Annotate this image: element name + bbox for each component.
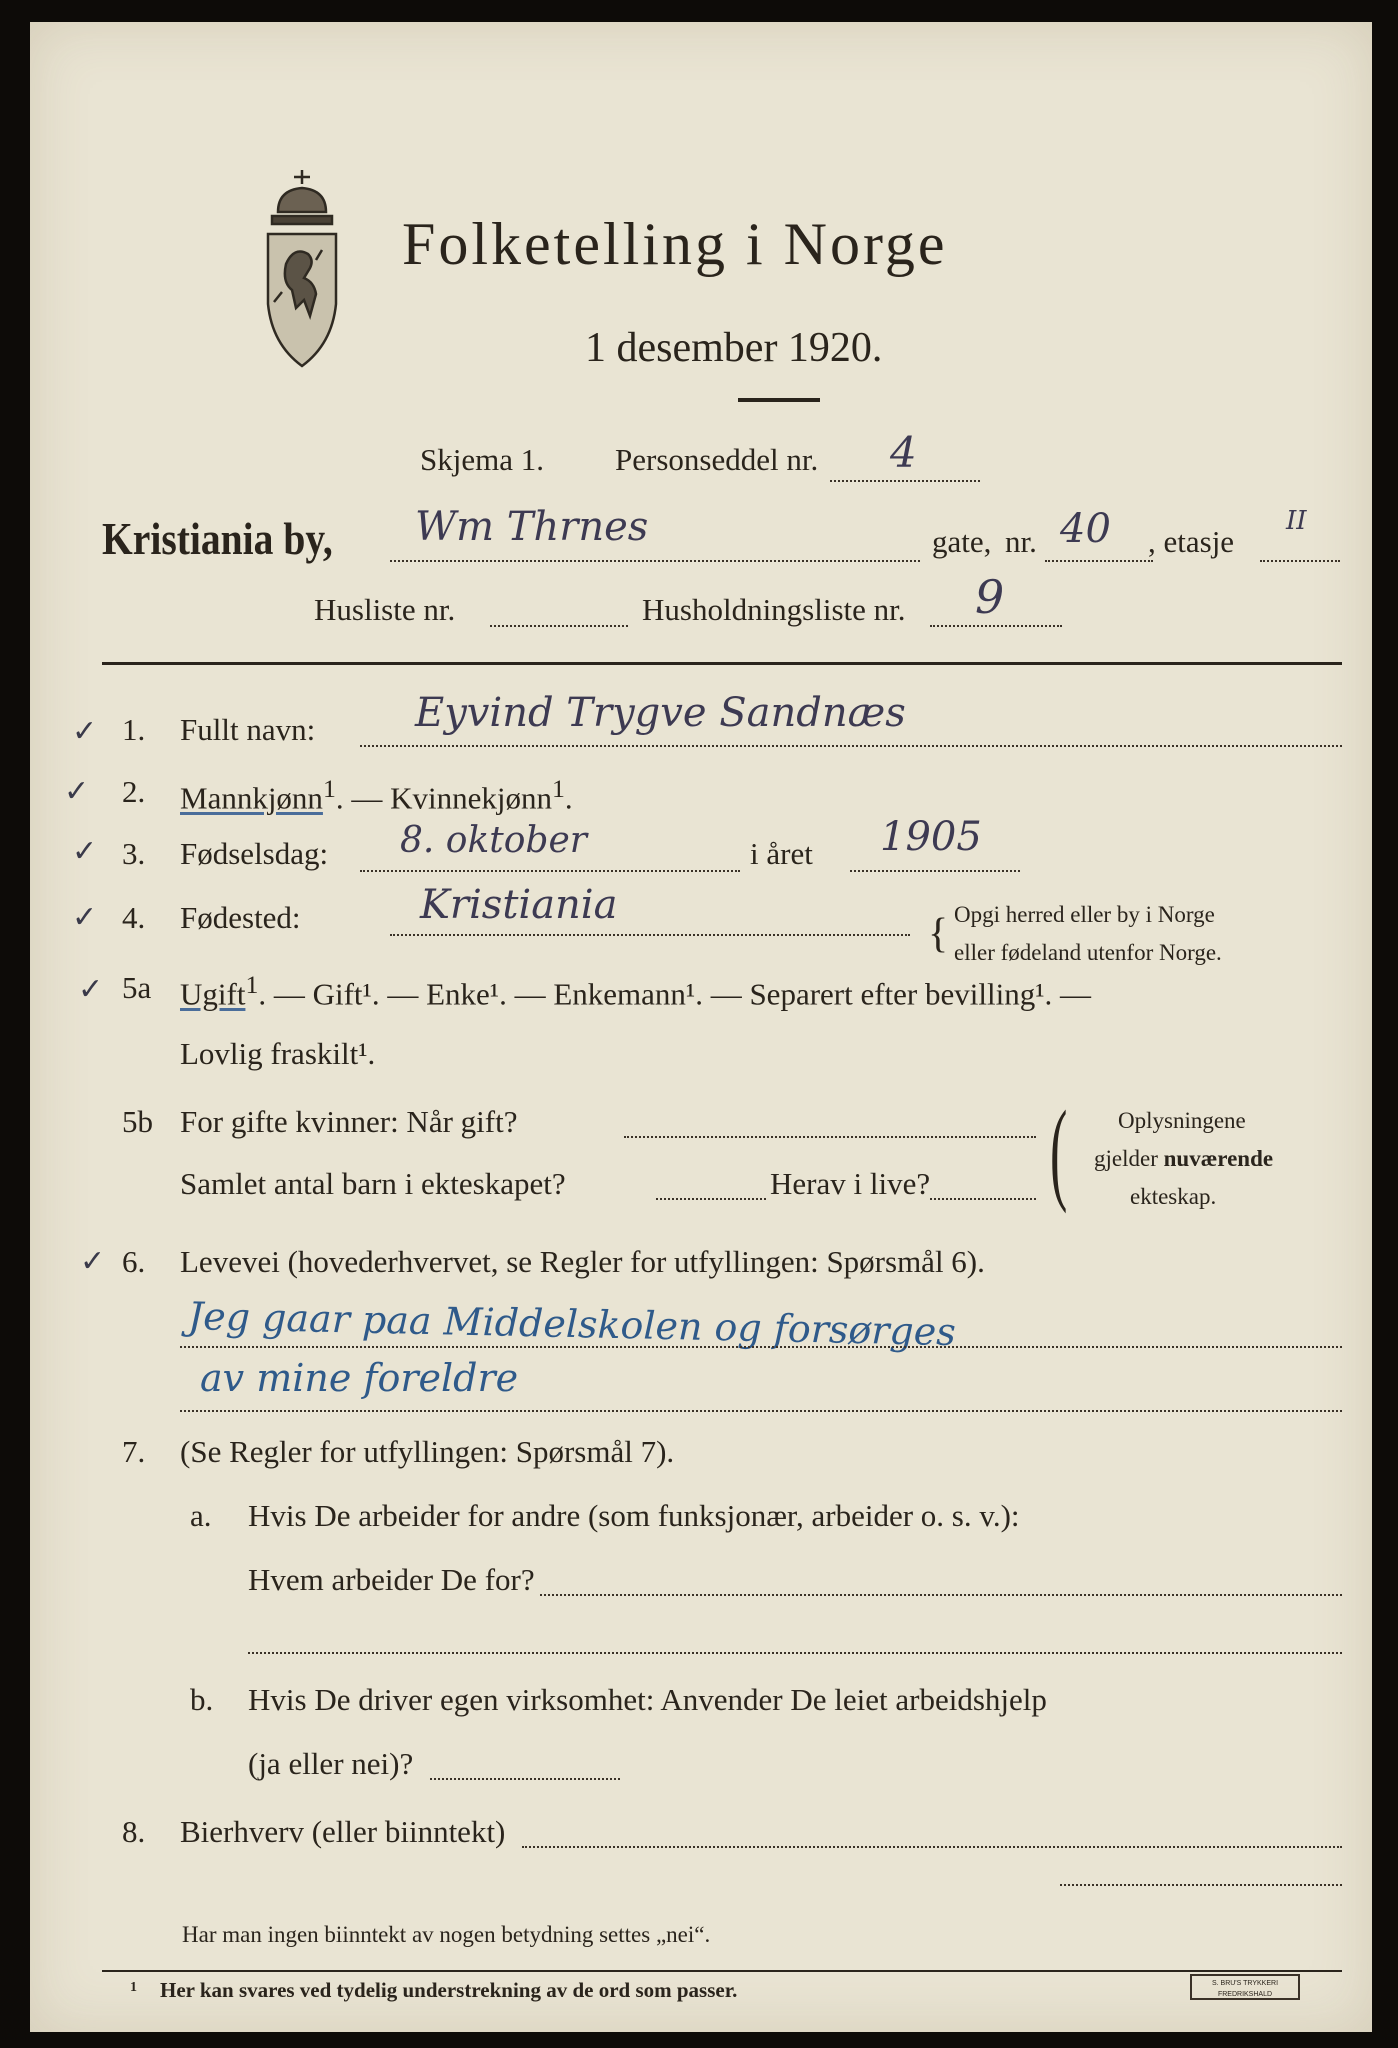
q7b-label: Hvis De driver egen virksomhet: Anvender De leiet arbeidshjelp <box>248 1682 1047 1717</box>
etasje-line <box>1260 560 1340 562</box>
q7a-label: Hvis De arbeider for andre (som funksjonær, arbeider o. s. v.): <box>248 1498 1020 1533</box>
q7a-line2 <box>248 1652 1342 1654</box>
etasje-value: II <box>1286 506 1307 536</box>
q4-note-line1: Opgi herred eller by i Norge <box>954 902 1215 927</box>
q6-number: 6. <box>122 1244 146 1279</box>
q1-line <box>360 745 1342 747</box>
q5a-line2: Lovlig fraskilt¹. <box>180 1036 376 1071</box>
gate-label: gate, <box>932 524 992 559</box>
q8-line1 <box>522 1846 1342 1848</box>
q7a-letter: a. <box>190 1498 212 1533</box>
city-label: Kristiania by, <box>102 513 333 564</box>
q1-number: 1. <box>122 712 146 747</box>
title-divider <box>738 398 820 402</box>
q5b-alive-label: Herav i live? <box>770 1166 931 1201</box>
check-mark-icon: ✓ <box>72 834 98 869</box>
q3-year-line <box>850 870 1020 872</box>
schema-label: Skjema 1. <box>420 442 544 477</box>
husliste-line <box>490 625 628 627</box>
husholdning-value: 9 <box>975 570 1005 624</box>
q7b-letter: b. <box>190 1682 214 1717</box>
q5b-note-nuvaerende: nuværende <box>1163 1146 1274 1171</box>
q7a-line1 <box>540 1594 1342 1596</box>
q7-label: (Se Regler for utfyllingen: Spørsmål 7). <box>180 1434 675 1469</box>
footnote-text: Her kan svares ved tydelig understrekning av de ord som passer. <box>160 1978 738 2002</box>
nr-line <box>1045 560 1153 562</box>
street-line <box>390 560 920 562</box>
personseddel-line <box>830 480 980 482</box>
husliste-label: Husliste nr. <box>314 592 456 627</box>
q5b-note-line1: Oplysningene <box>1118 1108 1246 1133</box>
q4-number: 4. <box>122 900 146 935</box>
q6-value-line2: av mine foreldre <box>200 1356 519 1400</box>
husholdning-label: Husholdningsliste nr. <box>642 592 906 627</box>
q5b-note-line2 <box>1094 1146 1273 1172</box>
footer-note: Har man ingen biinntekt av nogen betydning settes „nei“. <box>182 1922 711 1947</box>
q5b-married-line <box>624 1136 1036 1138</box>
q2-female: Kvinnekjønn <box>390 780 552 816</box>
q5b-number: 5b <box>122 1104 153 1139</box>
form-title: Folketelling i Norge <box>402 211 948 277</box>
q8-label: Bierhverv (eller biinntekt) <box>180 1814 506 1849</box>
check-mark-icon: ✓ <box>72 714 98 749</box>
q4-value: Kristiania <box>420 882 618 928</box>
q1-value: Eyvind Trygve Sandnæs <box>415 690 906 736</box>
check-mark-icon: ✓ <box>64 774 90 809</box>
q5a-number: 5a <box>122 970 152 1005</box>
q1-label: Fullt navn: <box>180 712 316 747</box>
census-date: 1 desember 1920. <box>585 325 883 371</box>
q8-line2 <box>1060 1884 1342 1886</box>
q3-year-label: i året <box>750 836 813 871</box>
q2-number: 2. <box>122 774 146 809</box>
q4-brace: { <box>928 911 949 957</box>
q3-year-value: 1905 <box>880 814 982 860</box>
q5a-rest: . — Gift¹. — Enke¹. — Enkemann¹. — Separert efter bevilling¹. — <box>258 976 1091 1012</box>
q7a-question: Hvem arbeider De for? <box>248 1562 535 1597</box>
q3-value: 8. oktober <box>400 820 587 861</box>
q5a-options: Ugift$^1$. — Gift¹. — Enke¹. — Enkemann¹. — Separert efter bevilling¹. — <box>180 970 1091 1012</box>
q7b-question: (ja eller nei)? <box>248 1746 414 1781</box>
footer-divider <box>102 1970 1342 1972</box>
q3-number: 3. <box>122 836 146 871</box>
nr-value: 40 <box>1060 506 1111 552</box>
q7b-line <box>430 1778 620 1780</box>
census-form <box>30 22 1372 2032</box>
q2-male: Mannkjønn <box>180 780 323 816</box>
q5b-alive-line <box>930 1198 1036 1200</box>
coat-of-arms-icon <box>256 164 348 374</box>
husholdning-line <box>930 625 1062 627</box>
q7-number: 7. <box>122 1434 146 1469</box>
personseddel-value: 4 <box>890 428 917 477</box>
q2-options: Mannkjønn$^1$. — Kvinnekjønn$^1$. <box>180 774 573 816</box>
q5b-children-line <box>656 1198 766 1200</box>
q5b-children-label: Samlet antal barn i ekteskapet? <box>180 1166 566 1201</box>
q5b-note-gjelder: gjelder <box>1094 1146 1164 1171</box>
etasje-label: , etasje <box>1148 524 1235 559</box>
q4-line <box>390 934 910 936</box>
q2-end: . <box>564 780 573 816</box>
q5b-label: For gifte kvinner: Når gift? <box>180 1104 518 1139</box>
printer-stamp: S. BRU'S TRYKKERI FREDRIKSHALD <box>1190 1974 1300 2000</box>
q6-line2 <box>180 1410 1342 1412</box>
street-value: Wm Thrnes <box>415 504 649 550</box>
q2-separator: . — <box>335 780 391 816</box>
nr-label: nr. <box>1005 524 1037 559</box>
q5a-ugift: Ugift <box>180 976 246 1012</box>
q3-line <box>360 870 740 872</box>
header-divider <box>102 662 1342 665</box>
check-mark-icon: ✓ <box>80 1244 106 1279</box>
q4-label: Fødested: <box>180 900 301 935</box>
q5b-bracket: ( <box>1050 1090 1068 1216</box>
check-mark-icon: ✓ <box>78 972 104 1007</box>
personseddel-label: Personseddel nr. <box>615 442 819 477</box>
q6-value-line1: Jeg gaar paa Middelskolen og forsørges <box>187 1294 957 1355</box>
q5b-note-line3: ekteskap. <box>1130 1184 1217 1209</box>
q4-note-line2: eller fødeland utenfor Norge. <box>954 940 1222 965</box>
check-mark-icon: ✓ <box>72 900 98 935</box>
q3-label: Fødselsdag: <box>180 836 329 871</box>
footnote-mark: 1 <box>130 1980 137 1995</box>
q6-line1 <box>180 1346 1342 1348</box>
q8-number: 8. <box>122 1814 146 1849</box>
q6-label: Levevei (hovederhvervet, se Regler for utfyllingen: Spørsmål 6). <box>180 1244 985 1279</box>
